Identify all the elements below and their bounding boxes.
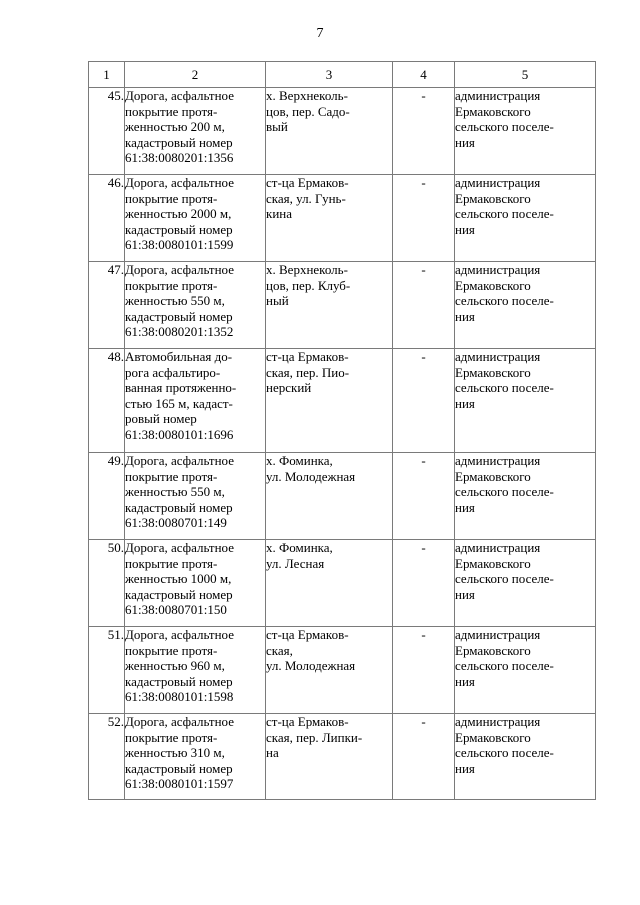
column-4-value: - bbox=[393, 714, 455, 800]
owner-line: Ермаковского bbox=[455, 190, 531, 206]
description-line: кадастровый номер bbox=[125, 499, 233, 515]
address-line: ул. Лесная bbox=[266, 555, 325, 571]
table-row bbox=[89, 349, 596, 453]
object-description bbox=[125, 175, 266, 262]
column-4-value: - bbox=[393, 627, 455, 714]
address-line: кина bbox=[266, 206, 292, 222]
address-line: ст-ца Ермаков- bbox=[266, 175, 349, 190]
owner-line: ния bbox=[455, 308, 475, 324]
owner-line: Ермаковского bbox=[455, 729, 531, 745]
address-line: нерский bbox=[266, 380, 312, 396]
owner-line: Ермаковского bbox=[455, 555, 531, 571]
owner-line: ния bbox=[455, 395, 475, 411]
object-description bbox=[125, 262, 266, 349]
owner-line: администрация bbox=[455, 540, 541, 555]
object-owner bbox=[455, 349, 596, 453]
column-4-value: - bbox=[393, 175, 455, 262]
address-line: цов, пер. Садо- bbox=[266, 103, 350, 119]
address-line: ская, пер. Пио- bbox=[266, 364, 350, 380]
row-number: 49. bbox=[89, 453, 125, 540]
column-4-value: - bbox=[393, 349, 455, 453]
description-line: кадастровый номер bbox=[125, 308, 233, 324]
description-line: 61:38:0080701:150 bbox=[125, 602, 227, 618]
description-line: 61:38:0080201:1352 bbox=[125, 324, 234, 340]
table-row bbox=[89, 714, 596, 800]
header-col-2: 2 bbox=[125, 62, 266, 88]
table-row bbox=[89, 88, 596, 175]
address-line: х. Фоминка, bbox=[266, 540, 333, 555]
column-4-value: - bbox=[393, 88, 455, 175]
address-line: ный bbox=[266, 293, 289, 309]
object-owner bbox=[455, 262, 596, 349]
description-line: ровый номер bbox=[125, 411, 197, 427]
description-line: 61:38:0080101:1598 bbox=[125, 689, 234, 705]
description-line: ванная протяженно- bbox=[125, 380, 237, 396]
row-number: 48. bbox=[89, 349, 125, 453]
owner-line: Ермаковского bbox=[455, 103, 531, 119]
description-line: кадастровый номер bbox=[125, 221, 233, 237]
description-line: кадастровый номер bbox=[125, 673, 233, 689]
table-body bbox=[89, 88, 596, 800]
owner-line: сельского поселе- bbox=[455, 745, 554, 761]
object-owner bbox=[455, 627, 596, 714]
description-line: Автомобильная до- bbox=[125, 349, 233, 364]
owner-line: Ермаковского bbox=[455, 642, 531, 658]
description-line: женностью 550 м, bbox=[125, 293, 225, 309]
table-row bbox=[89, 540, 596, 627]
row-number: 47. bbox=[89, 262, 125, 349]
description-line: покрытие протя- bbox=[125, 103, 218, 119]
object-description bbox=[125, 88, 266, 175]
address-line: х. Верхнеколь- bbox=[266, 88, 348, 103]
owner-line: администрация bbox=[455, 349, 541, 364]
object-address bbox=[266, 88, 393, 175]
description-line: женностью 550 м, bbox=[125, 484, 225, 500]
description-line: 61:38:0080101:1597 bbox=[125, 776, 234, 792]
address-line: ст-ца Ермаков- bbox=[266, 627, 349, 642]
owner-line: сельского поселе- bbox=[455, 658, 554, 674]
owner-line: ния bbox=[455, 586, 475, 602]
object-description bbox=[125, 540, 266, 627]
description-line: рога асфальтиро- bbox=[125, 364, 221, 380]
object-owner bbox=[455, 88, 596, 175]
address-line: ст-ца Ермаков- bbox=[266, 714, 349, 729]
description-line: женностью 200 м, bbox=[125, 119, 225, 135]
owner-line: администрация bbox=[455, 88, 541, 103]
owner-line: администрация bbox=[455, 627, 541, 642]
owner-line: сельского поселе- bbox=[455, 380, 554, 396]
header-col-3: 3 bbox=[266, 62, 393, 88]
row-number: 46. bbox=[89, 175, 125, 262]
object-description bbox=[125, 453, 266, 540]
object-owner bbox=[455, 540, 596, 627]
description-line: 61:38:0080701:149 bbox=[125, 515, 227, 531]
address-line: х. Верхнеколь- bbox=[266, 262, 348, 277]
object-address bbox=[266, 262, 393, 349]
owner-line: администрация bbox=[455, 453, 541, 468]
object-owner bbox=[455, 175, 596, 262]
description-line: женностью 1000 м, bbox=[125, 571, 232, 587]
description-line: кадастровый номер bbox=[125, 134, 233, 150]
description-line: Дорога, асфальтное bbox=[125, 540, 234, 555]
object-address bbox=[266, 453, 393, 540]
owner-line: ния bbox=[455, 760, 475, 776]
header-col-5: 5 bbox=[455, 62, 596, 88]
address-line: ст-ца Ермаков- bbox=[266, 349, 349, 364]
owner-line: сельского поселе- bbox=[455, 119, 554, 135]
object-address bbox=[266, 349, 393, 453]
object-owner bbox=[455, 453, 596, 540]
table-header bbox=[89, 62, 596, 88]
object-address bbox=[266, 627, 393, 714]
address-line: ская, пер. Липки- bbox=[266, 729, 363, 745]
header-col-1: 1 bbox=[89, 62, 125, 88]
column-4-value: - bbox=[393, 540, 455, 627]
column-4-value: - bbox=[393, 262, 455, 349]
description-line: покрытие протя- bbox=[125, 468, 218, 484]
object-description bbox=[125, 714, 266, 800]
row-number: 52. bbox=[89, 714, 125, 800]
object-address bbox=[266, 714, 393, 800]
description-line: женностью 960 м, bbox=[125, 658, 225, 674]
address-line: х. Фоминка, bbox=[266, 453, 333, 468]
description-line: покрытие протя- bbox=[125, 555, 218, 571]
description-line: кадастровый номер bbox=[125, 586, 233, 602]
owner-line: ния bbox=[455, 134, 475, 150]
owner-line: сельского поселе- bbox=[455, 484, 554, 500]
description-line: покрытие протя- bbox=[125, 277, 218, 293]
row-number: 45. bbox=[89, 88, 125, 175]
description-line: Дорога, асфальтное bbox=[125, 627, 234, 642]
owner-line: сельского поселе- bbox=[455, 206, 554, 222]
address-line: цов, пер. Клуб- bbox=[266, 277, 351, 293]
description-line: кадастровый номер bbox=[125, 760, 233, 776]
header-col-4: 4 bbox=[393, 62, 455, 88]
address-line: на bbox=[266, 745, 279, 761]
owner-line: ния bbox=[455, 499, 475, 515]
description-line: 61:38:0080101:1696 bbox=[125, 426, 234, 442]
description-line: Дорога, асфальтное bbox=[125, 88, 234, 103]
description-line: Дорога, асфальтное bbox=[125, 262, 234, 277]
owner-line: администрация bbox=[455, 714, 541, 729]
table-row bbox=[89, 175, 596, 262]
page-number: 7 bbox=[316, 26, 324, 41]
owner-line: администрация bbox=[455, 262, 541, 277]
column-4-value: - bbox=[393, 453, 455, 540]
object-address bbox=[266, 540, 393, 627]
address-line: вый bbox=[266, 119, 288, 135]
owner-line: Ермаковского bbox=[455, 364, 531, 380]
description-line: женностью 2000 м, bbox=[125, 206, 232, 222]
table-row bbox=[89, 627, 596, 714]
description-line: покрытие протя- bbox=[125, 729, 218, 745]
owner-line: администрация bbox=[455, 175, 541, 190]
description-line: Дорога, асфальтное bbox=[125, 175, 234, 190]
address-line: ул. Молодежная bbox=[266, 658, 356, 674]
header-row bbox=[89, 62, 596, 88]
description-line: покрытие протя- bbox=[125, 642, 218, 658]
owner-line: сельского поселе- bbox=[455, 293, 554, 309]
object-address bbox=[266, 175, 393, 262]
description-line: Дорога, асфальтное bbox=[125, 453, 234, 468]
owner-line: ния bbox=[455, 221, 475, 237]
description-line: женностью 310 м, bbox=[125, 745, 225, 761]
owner-line: ния bbox=[455, 673, 475, 689]
description-line: 61:38:0080201:1356 bbox=[125, 150, 234, 166]
owner-line: Ермаковского bbox=[455, 468, 531, 484]
address-line: ул. Молодежная bbox=[266, 468, 356, 484]
description-line: стью 165 м, кадаст- bbox=[125, 395, 233, 411]
address-line: ская, bbox=[266, 642, 293, 658]
property-registry-table bbox=[88, 61, 596, 800]
description-line: Дорога, асфальтное bbox=[125, 714, 234, 729]
object-owner bbox=[455, 714, 596, 800]
row-number: 51. bbox=[89, 627, 125, 714]
description-line: покрытие протя- bbox=[125, 190, 218, 206]
owner-line: сельского поселе- bbox=[455, 571, 554, 587]
table-row bbox=[89, 262, 596, 349]
description-line: 61:38:0080101:1599 bbox=[125, 237, 234, 253]
row-number: 50. bbox=[89, 540, 125, 627]
object-description bbox=[125, 627, 266, 714]
address-line: ская, ул. Гунь- bbox=[266, 190, 346, 206]
owner-line: Ермаковского bbox=[455, 277, 531, 293]
table-row bbox=[89, 453, 596, 540]
object-description bbox=[125, 349, 266, 453]
